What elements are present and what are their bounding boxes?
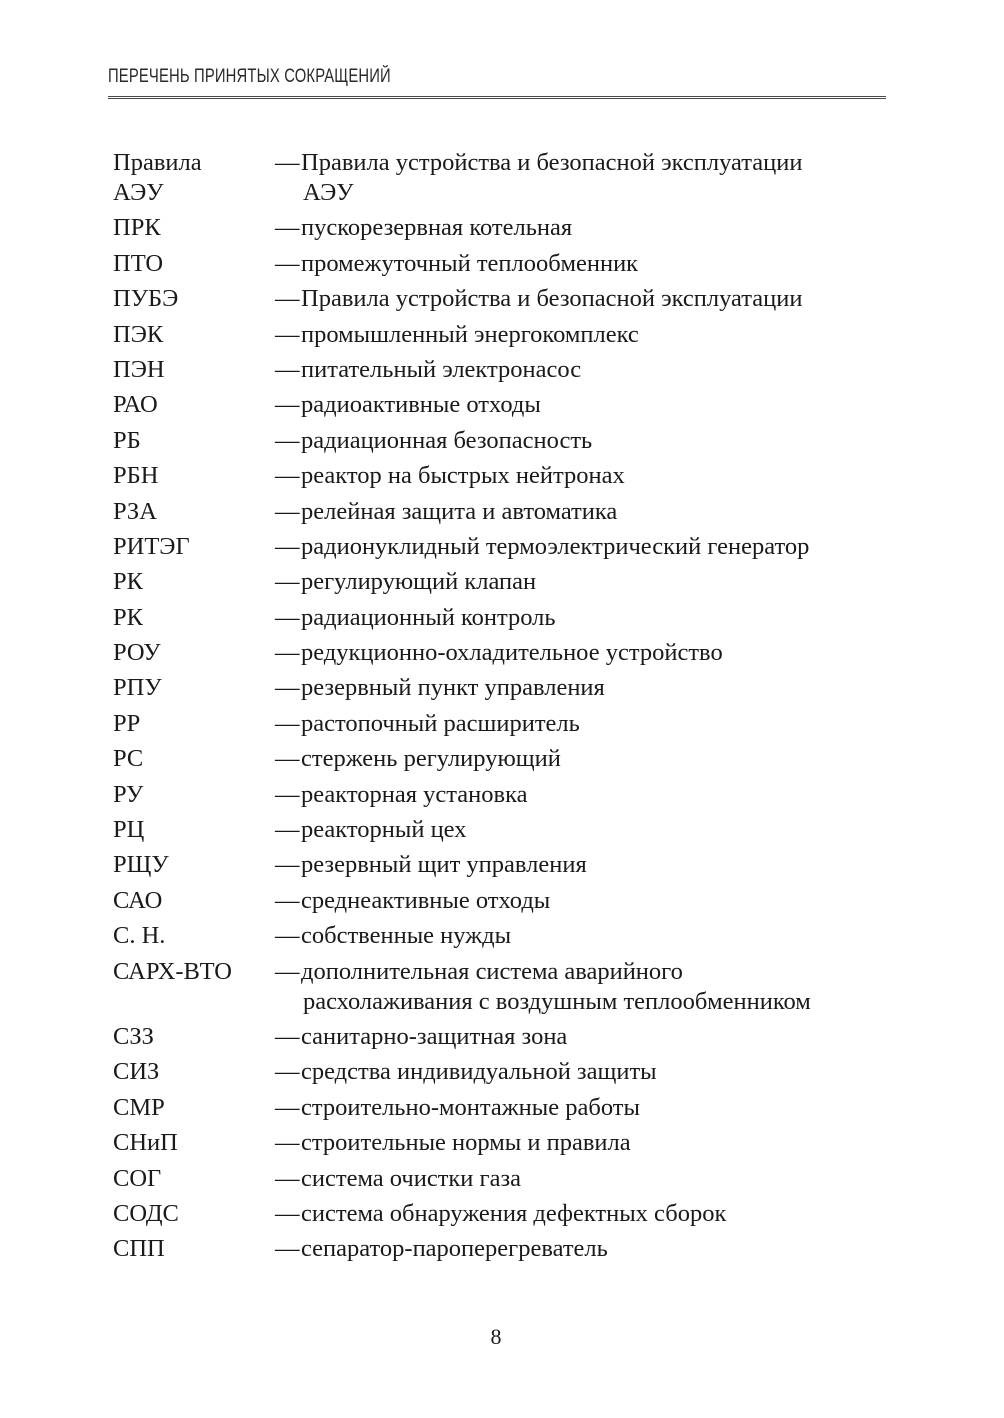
- abbreviation-term: ПТО: [113, 249, 164, 277]
- definition-line: [275, 745, 561, 772]
- em-dash: —: [275, 462, 300, 490]
- definition-text: реактор на быстрых нейтронах: [301, 462, 625, 490]
- abbreviation-definition: [275, 1128, 875, 1158]
- em-dash: —: [275, 532, 300, 560]
- header-rule: [108, 96, 886, 99]
- definition-line: [275, 639, 723, 666]
- definition-text: сепаратор-пароперегреватель: [301, 1235, 608, 1263]
- abbreviation-term: С. Н.: [113, 922, 166, 950]
- definition-text: реакторная установка: [301, 780, 528, 808]
- definition-line: [275, 1094, 640, 1121]
- abbreviation-entry: [0, 213, 1004, 248]
- definition-line: [275, 710, 580, 737]
- abbreviation-term: СОДС: [113, 1199, 179, 1227]
- abbreviation-term: Правила АЭУ: [113, 149, 202, 206]
- em-dash: —: [275, 391, 300, 419]
- abbreviation-definition: [275, 850, 875, 880]
- abbreviation-term: РЗА: [113, 497, 157, 525]
- abbreviation-list: [0, 148, 1004, 1270]
- abbreviation-term: ПРК: [113, 214, 161, 242]
- abbreviation-entry: [0, 815, 1004, 850]
- abbreviation-term: СМР: [113, 1093, 165, 1121]
- em-dash: —: [275, 249, 300, 277]
- abbreviation-definition: [275, 1093, 875, 1123]
- abbreviation-entry: [0, 780, 1004, 815]
- abbreviation-term: РЦ: [113, 816, 145, 844]
- definition-text: средства индивидуальной защиты: [301, 1058, 657, 1086]
- definition-text: радионуклидный термоэлектрический генератор: [301, 532, 810, 560]
- definition-line: [275, 1235, 608, 1262]
- em-dash: —: [275, 214, 300, 242]
- abbreviation-term: РС: [113, 745, 144, 773]
- abbreviation-definition: [275, 249, 875, 279]
- definition-text: Правила устройства и безопасной эксплуатации: [301, 285, 803, 313]
- em-dash: —: [275, 1093, 300, 1121]
- abbreviation-definition: [275, 426, 875, 456]
- abbreviation-term: СПП: [113, 1235, 165, 1263]
- definition-line: [275, 427, 592, 454]
- abbreviation-term: СЗЗ: [113, 1022, 154, 1050]
- abbreviation-term: ПЭК: [113, 320, 164, 348]
- definition-text: пускорезервная котельная: [301, 214, 573, 242]
- abbreviation-definition: [275, 1199, 875, 1229]
- abbreviation-entry: [0, 497, 1004, 532]
- em-dash: —: [275, 426, 300, 454]
- em-dash: —: [275, 674, 300, 702]
- definition-line: [275, 149, 802, 176]
- em-dash: —: [275, 1199, 300, 1227]
- abbreviation-term: РОУ: [113, 639, 161, 667]
- em-dash: —: [275, 851, 300, 879]
- definition-line: [275, 321, 639, 348]
- abbreviation-definition: [275, 320, 875, 350]
- abbreviation-entry: [0, 709, 1004, 744]
- definition-line: [275, 214, 572, 241]
- abbreviation-entry: [0, 532, 1004, 567]
- definition-text: Правила устройства и безопасной эксплуатации: [301, 149, 803, 176]
- abbreviation-term: ПУБЭ: [113, 285, 179, 313]
- abbreviation-definition: [275, 532, 875, 562]
- definition-continuation: расхолаживания с воздушным теплообменником: [303, 987, 811, 1015]
- abbreviation-entry: [0, 461, 1004, 496]
- abbreviation-term: СОГ: [113, 1164, 162, 1192]
- abbreviation-entry: [0, 1022, 1004, 1057]
- abbreviation-term: САО: [113, 886, 163, 914]
- em-dash: —: [275, 957, 300, 985]
- definition-line: [275, 391, 541, 418]
- definition-text: регулирующий клапан: [301, 568, 537, 596]
- em-dash: —: [275, 497, 300, 525]
- abbreviation-entry: [0, 284, 1004, 319]
- abbreviation-entry: [0, 850, 1004, 885]
- abbreviation-definition: [275, 886, 875, 916]
- abbreviation-term: РУ: [113, 780, 144, 808]
- definition-line: [275, 250, 638, 277]
- definition-line: [275, 1200, 726, 1227]
- definition-line: [275, 1023, 567, 1050]
- abbreviation-entry: [0, 320, 1004, 355]
- definition-text: собственные нужды: [301, 922, 512, 950]
- abbreviation-entry: [0, 1234, 1004, 1269]
- abbreviation-term: РЩУ: [113, 851, 169, 879]
- definition-text: реакторный цех: [301, 816, 467, 844]
- definition-line: [275, 958, 683, 985]
- em-dash: —: [275, 285, 300, 313]
- em-dash: —: [275, 320, 300, 348]
- abbreviation-entry: [0, 1093, 1004, 1128]
- abbreviation-definition: [275, 1057, 875, 1087]
- abbreviation-definition: [275, 815, 875, 845]
- em-dash: —: [275, 355, 300, 383]
- definition-text: промышленный энергокомплекс: [301, 320, 639, 348]
- abbreviation-term: РР: [113, 709, 141, 737]
- definition-text: среднеактивные отходы: [301, 886, 551, 914]
- abbreviation-term: РАО: [113, 391, 158, 419]
- abbreviation-entry: [0, 744, 1004, 779]
- definition-line: [275, 604, 556, 631]
- abbreviation-entry: [0, 921, 1004, 956]
- definition-line: [275, 533, 809, 560]
- em-dash: —: [275, 568, 300, 596]
- abbreviation-term: САРХ-ВТО: [113, 957, 232, 985]
- definition-line: [275, 356, 581, 383]
- definition-line: [275, 1058, 657, 1085]
- abbreviation-term: РК: [113, 568, 143, 596]
- abbreviation-definition: [275, 780, 875, 810]
- abbreviation-definition: [275, 638, 875, 668]
- abbreviation-entry: [0, 390, 1004, 425]
- definition-text: санитарно-защитная зона: [301, 1022, 568, 1050]
- definition-text: стержень регулирующий: [301, 745, 561, 773]
- abbreviation-entry: [0, 1164, 1004, 1199]
- abbreviation-definition: [275, 1234, 875, 1264]
- abbreviation-definition: [275, 213, 875, 243]
- definition-text: строительно-монтажные работы: [301, 1093, 640, 1121]
- definition-line: [275, 568, 536, 595]
- definition-text: питательный электронасос: [301, 355, 582, 383]
- abbreviation-definition: [275, 148, 875, 208]
- abbreviation-definition: [275, 390, 875, 420]
- abbreviation-definition: [275, 921, 875, 951]
- definition-text: строительные нормы и правила: [301, 1129, 631, 1157]
- abbreviation-term: РПУ: [113, 674, 162, 702]
- em-dash: —: [275, 886, 300, 914]
- abbreviation-entry: [0, 603, 1004, 638]
- abbreviation-definition: [275, 957, 875, 1017]
- definition-line: [275, 1165, 521, 1192]
- definition-line: [275, 816, 466, 843]
- abbreviation-definition: [275, 284, 875, 314]
- em-dash: —: [275, 1129, 300, 1157]
- em-dash: —: [275, 745, 300, 773]
- em-dash: —: [275, 922, 300, 950]
- abbreviation-entry: [0, 673, 1004, 708]
- definition-text: радиоактивные отходы: [301, 391, 541, 419]
- definition-text: релейная защита и автоматика: [301, 497, 618, 525]
- em-dash: —: [275, 1235, 300, 1263]
- definition-text: дополнительная система аварийного: [301, 957, 683, 985]
- em-dash: —: [275, 709, 300, 737]
- abbreviation-term: СИЗ: [113, 1058, 160, 1086]
- abbreviation-definition: [275, 603, 875, 633]
- abbreviation-term: РИТЭГ: [113, 532, 190, 560]
- abbreviation-definition: [275, 673, 875, 703]
- definition-line: [275, 674, 605, 701]
- abbreviation-entry: [0, 148, 1004, 213]
- abbreviation-entry: [0, 886, 1004, 921]
- abbreviation-entry: [0, 1199, 1004, 1234]
- em-dash: —: [275, 816, 300, 844]
- abbreviation-term: СНиП: [113, 1129, 178, 1157]
- definition-text: промежуточный теплообменник: [301, 249, 639, 277]
- abbreviation-entry: [0, 426, 1004, 461]
- abbreviation-term: РБН: [113, 462, 159, 490]
- em-dash: —: [275, 1058, 300, 1086]
- definition-text: система очистки газа: [301, 1164, 522, 1192]
- definition-continuation: АЭУ: [303, 179, 354, 206]
- definition-line: [275, 1129, 631, 1156]
- em-dash: —: [275, 149, 300, 176]
- definition-text: система обнаружения дефектных сборок: [301, 1199, 727, 1227]
- em-dash: —: [275, 639, 300, 667]
- page-number: 8: [490, 1324, 502, 1349]
- abbreviation-entry: [0, 957, 1004, 1022]
- abbreviation-definition: [275, 461, 875, 491]
- abbreviation-definition: [275, 744, 875, 774]
- definition-text: резервный пункт управления: [301, 674, 605, 702]
- em-dash: —: [275, 1164, 300, 1192]
- definition-text: радиационная безопасность: [301, 426, 593, 454]
- abbreviation-term: ПЭН: [113, 355, 165, 383]
- abbreviation-definition: [275, 1164, 875, 1194]
- abbreviation-definition: [275, 567, 875, 597]
- definition-line: [275, 498, 617, 525]
- definition-text: растопочный расширитель: [301, 709, 580, 737]
- running-head-title: ПЕРЕЧЕНЬ ПРИНЯТЫХ СОКРАЩЕНИЙ: [108, 66, 391, 87]
- abbreviation-term: РБ: [113, 426, 141, 454]
- em-dash: —: [275, 780, 300, 808]
- em-dash: —: [275, 1022, 300, 1050]
- abbreviation-definition: [275, 355, 875, 385]
- abbreviation-entry: [0, 1128, 1004, 1163]
- abbreviation-definition: [275, 1022, 875, 1052]
- definition-text: редукционно-охладительное устройство: [301, 639, 723, 667]
- abbreviation-entry: [0, 355, 1004, 390]
- definition-line: [275, 781, 527, 808]
- abbreviation-entry: [0, 249, 1004, 284]
- abbreviation-entry: [0, 1057, 1004, 1092]
- abbreviation-definition: [275, 497, 875, 527]
- em-dash: —: [275, 603, 300, 631]
- definition-line: [275, 851, 587, 878]
- definition-line: [275, 462, 625, 489]
- abbreviation-definition: [275, 709, 875, 739]
- abbreviation-entry: [0, 567, 1004, 602]
- abbreviation-entry: [0, 638, 1004, 673]
- definition-line: [275, 285, 802, 312]
- definition-text: радиационный контроль: [301, 603, 556, 631]
- abbreviation-term: РК: [113, 603, 143, 631]
- definition-text: резервный щит управления: [301, 851, 587, 879]
- definition-line: [275, 887, 550, 914]
- definition-line: [275, 922, 511, 949]
